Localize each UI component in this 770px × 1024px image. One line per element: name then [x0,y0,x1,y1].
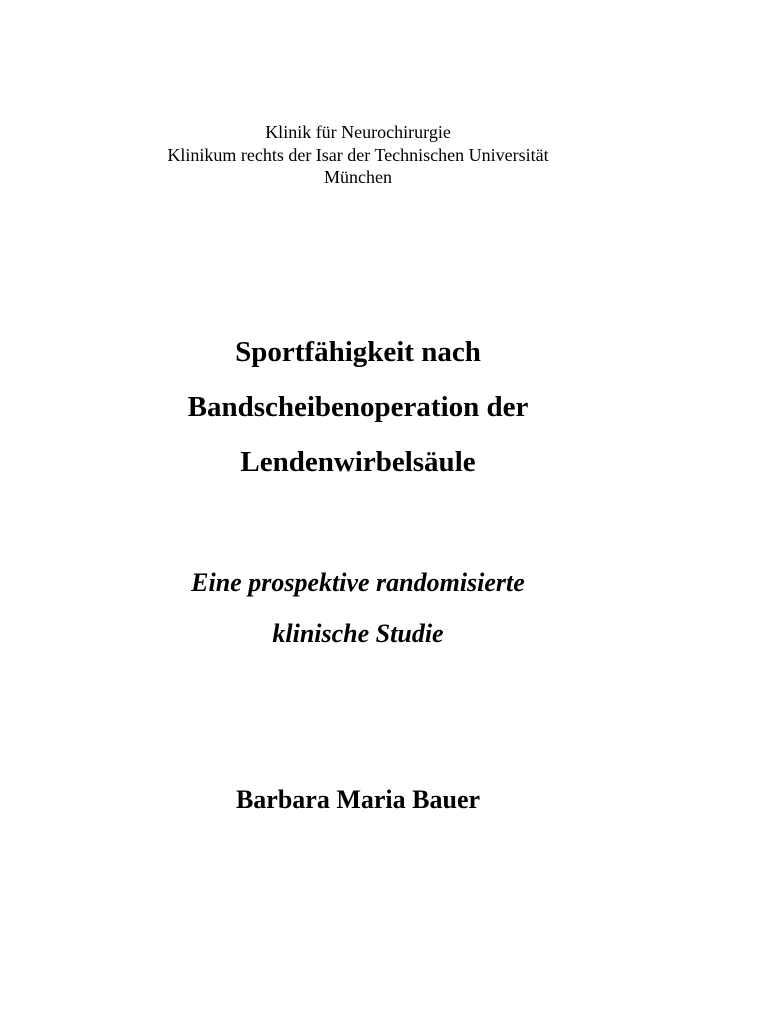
author-name: Barbara Maria Bauer [235,785,481,814]
title-line-3: Lendenwirbelsäule [240,446,476,478]
institution-clinic: Klinik für Neurochirurgie [265,122,451,142]
institution-city: München [324,167,392,187]
title-line-1: Sportfähigkeit nach [235,336,481,368]
subtitle-line-1: Eine prospektive randomisierte [191,568,525,597]
institution-hospital: Klinikum rechts der Isar der Technischen Universität [167,145,549,165]
title-line-2: Bandscheibenoperation der [187,391,529,423]
subtitle-line-2: klinische Studie [272,619,444,648]
